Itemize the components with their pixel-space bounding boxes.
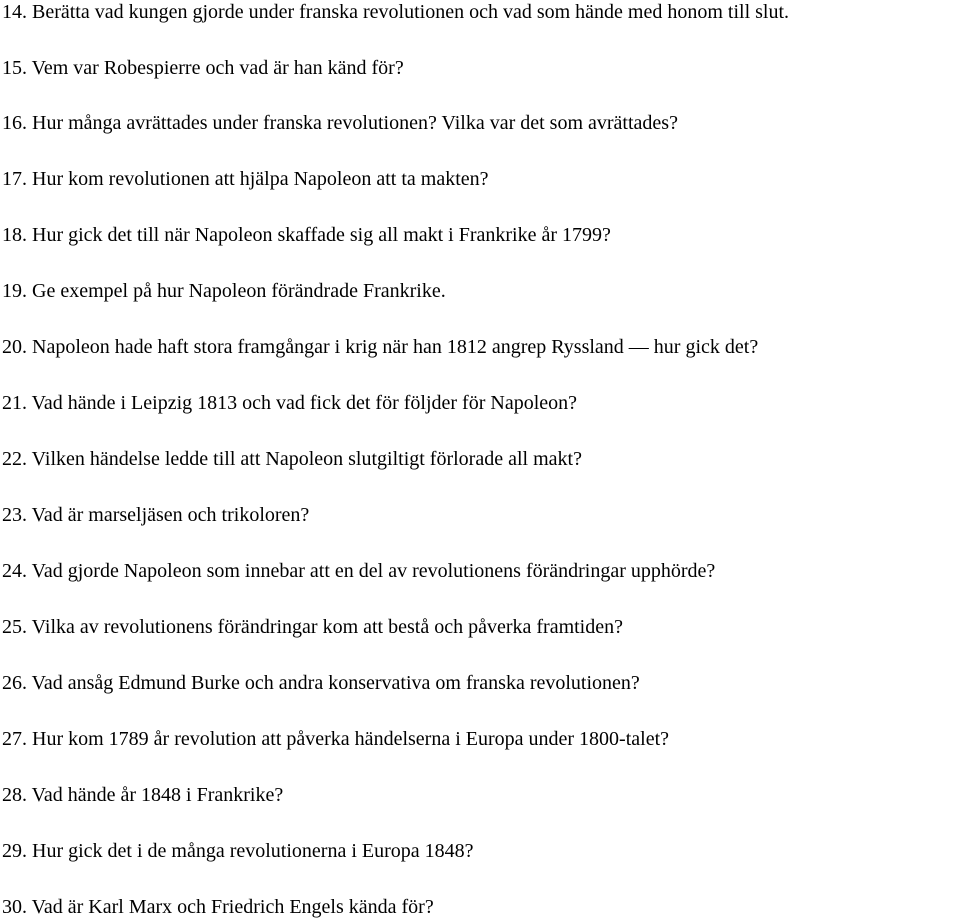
question-16: 16. Hur många avrättades under franska revolutionen? Vilka var det som avrättades?	[2, 112, 678, 134]
question-27: 27. Hur kom 1789 år revolution att påverka händelserna i Europa under 1800-talet?	[2, 728, 670, 750]
question-26: 26. Vad ansåg Edmund Burke och andra konservativa om franska revolutionen?	[2, 672, 640, 694]
question-20: 20. Napoleon hade haft stora framgångar i krig när han 1812 angrep Ryssland — hur gick det?	[2, 336, 759, 358]
question-23: 23. Vad är marseljäsen och trikoloren?	[2, 504, 310, 526]
question-24: 24. Vad gjorde Napoleon som innebar att en del av revolutionens förändringar upphörde?	[2, 560, 716, 582]
question-21: 21. Vad hände i Leipzig 1813 och vad fick det för följder för Napoleon?	[2, 392, 577, 414]
question-19: 19. Ge exempel på hur Napoleon förändrade Frankrike.	[2, 280, 446, 302]
question-15: 15. Vem var Robespierre och vad är han känd för?	[2, 57, 404, 79]
question-28: 28. Vad hände år 1848 i Frankrike?	[2, 784, 284, 806]
question-14: 14. Berätta vad kungen gjorde under franska revolutionen och vad som hände med honom till slut.	[2, 1, 790, 23]
question-30: 30. Vad är Karl Marx och Friedrich Engels kända för?	[2, 896, 434, 918]
question-29: 29. Hur gick det i de många revolutionerna i Europa 1848?	[2, 840, 474, 862]
question-17: 17. Hur kom revolutionen att hjälpa Napoleon att ta makten?	[2, 168, 489, 190]
question-25: 25. Vilka av revolutionens förändringar kom att bestå och påverka framtiden?	[2, 616, 623, 638]
question-22: 22. Vilken händelse ledde till att Napoleon slutgiltigt förlorade all makt?	[2, 448, 582, 470]
question-18: 18. Hur gick det till när Napoleon skaffade sig all makt i Frankrike år 1799?	[2, 224, 611, 246]
